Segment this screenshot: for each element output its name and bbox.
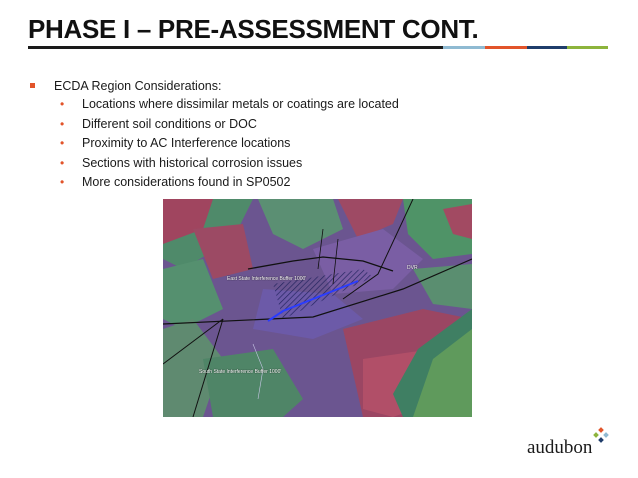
dot-bullet-icon: • xyxy=(60,97,65,111)
map-graphic xyxy=(163,199,472,417)
audubon-logo xyxy=(527,427,617,461)
title-rule-segment-2 xyxy=(443,46,485,49)
title-rule-segment-1 xyxy=(28,46,443,49)
map-label-lower: South State Interference Buffer 1000' xyxy=(199,369,282,375)
slide-title: PHASE I – PRE-ASSESSMENT CONT. xyxy=(28,14,479,44)
title-rule-segment-4 xyxy=(527,46,567,49)
dot-bullet-icon: • xyxy=(60,155,65,170)
map-label-road: DVR xyxy=(407,265,418,271)
map-label-upper: East State Interference Buffer 1000' xyxy=(227,276,307,282)
list-item-text: Sections with historical corrosion issues xyxy=(82,155,303,170)
square-bullet-icon xyxy=(30,83,35,88)
dot-bullet-icon: • xyxy=(60,116,65,131)
title-rule-segment-3 xyxy=(485,46,527,49)
title-rule xyxy=(28,46,608,49)
list-item-text: Proximity to AC Interference locations xyxy=(82,136,291,150)
bullet-heading: ECDA Region Considerations: xyxy=(54,79,222,93)
list-item-text: Different soil conditions or DOC xyxy=(82,116,257,131)
list-item-text: More considerations found in SP0502 xyxy=(82,175,291,189)
dot-bullet-icon: • xyxy=(60,136,65,150)
logo-wordmark: audubon xyxy=(527,437,593,458)
dot-bullet-icon: • xyxy=(60,175,65,189)
ecda-region-map xyxy=(163,199,472,417)
logo-cross-icon xyxy=(593,427,609,443)
title-rule-segment-5 xyxy=(567,46,608,49)
list-item-text: Locations where dissimilar metals or coatings are located xyxy=(82,97,399,111)
